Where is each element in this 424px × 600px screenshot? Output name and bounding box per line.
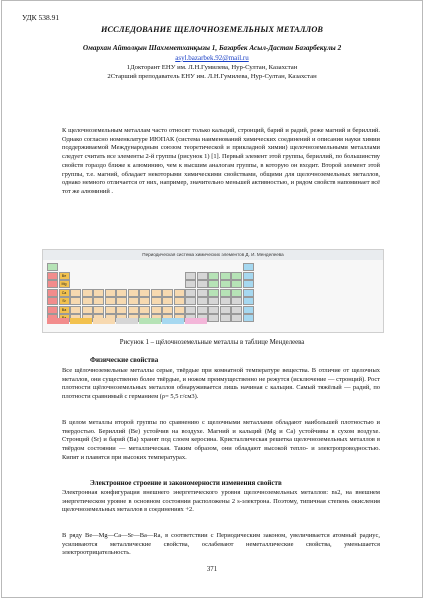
element-cell xyxy=(243,289,254,297)
element-cell xyxy=(47,263,58,271)
element-cell xyxy=(162,306,173,314)
element-cell xyxy=(47,280,58,288)
legend-swatch xyxy=(116,318,138,324)
element-cell xyxy=(174,289,185,297)
authors-line: Омархан Айтолқын Шахмметханқызы 1, Базарбек Асыл-Дастан Базарбекұлы 2 xyxy=(82,44,342,52)
legend-swatch xyxy=(162,318,184,324)
element-cell xyxy=(47,289,58,297)
element-cell xyxy=(128,306,139,314)
author-email-link[interactable]: asyl.bazarbek.92@mail.ru xyxy=(175,54,249,62)
element-cell xyxy=(47,272,58,280)
element-cell xyxy=(220,272,231,280)
element-cell xyxy=(243,297,254,305)
element-cell xyxy=(105,289,116,297)
element-cell xyxy=(231,272,242,280)
element-cell xyxy=(70,289,81,297)
element-cell xyxy=(197,272,208,280)
element-cell xyxy=(208,280,219,288)
group2-element-cell: Ca xyxy=(59,289,70,297)
element-cell xyxy=(105,297,116,305)
element-cell xyxy=(208,272,219,280)
legend-swatch xyxy=(70,318,92,324)
element-cell xyxy=(220,314,231,322)
element-cell xyxy=(151,306,162,314)
legend-swatch xyxy=(139,318,161,324)
group2-element-cell: Mg xyxy=(59,280,70,288)
figure-caption: Рисунок 1 – щёлочноземельные металлы в таблице Менделеева xyxy=(119,339,305,346)
affiliation-2: 2Старший преподаватель ЕНУ им. Л.Н.Гумилева, Нур-Султан, Казахстан xyxy=(107,73,317,80)
element-cell xyxy=(231,297,242,305)
legend-swatch xyxy=(93,318,115,324)
element-cell xyxy=(82,297,93,305)
electron-paragraph-1: Электронная конфигурация внешнего энергетического уровня щелочноземельных металлов: ns2, на внешнем энергетическом уровне в основном состоянии расположены 2 s-электрона. Поэтому, типичная степень окисления щелочноземельных металлов в соединениях +2. xyxy=(62,489,380,514)
periodic-table-title: Периодическая система химических элементов Д. И. Менделеева xyxy=(43,250,383,260)
element-cell xyxy=(70,306,81,314)
element-cell xyxy=(128,289,139,297)
group2-element-cell: Ba xyxy=(59,306,70,314)
element-cell xyxy=(220,297,231,305)
element-cell xyxy=(70,297,81,305)
element-cell xyxy=(208,297,219,305)
element-cell xyxy=(231,280,242,288)
element-cell xyxy=(116,289,127,297)
paper-title: ИССЛЕДОВАНИЕ ЩЕЛОЧНОЗЕМЕЛЬНЫХ МЕТАЛЛОВ xyxy=(100,25,324,34)
element-cell xyxy=(243,280,254,288)
element-cell xyxy=(139,289,150,297)
element-cell xyxy=(220,280,231,288)
element-cell xyxy=(185,306,196,314)
element-cell xyxy=(162,289,173,297)
group2-element-cell: Sr xyxy=(59,297,70,305)
element-cell xyxy=(151,289,162,297)
element-cell xyxy=(197,280,208,288)
element-cell xyxy=(231,289,242,297)
element-cell xyxy=(93,297,104,305)
element-cell xyxy=(151,297,162,305)
element-cell xyxy=(208,289,219,297)
paper-page xyxy=(1,0,423,598)
periodic-table-figure xyxy=(42,249,384,333)
element-cell xyxy=(174,306,185,314)
element-cell xyxy=(82,289,93,297)
element-cell xyxy=(197,289,208,297)
element-cell xyxy=(208,306,219,314)
element-cell xyxy=(185,272,196,280)
element-cell xyxy=(231,306,242,314)
element-cell xyxy=(220,306,231,314)
element-cell xyxy=(116,297,127,305)
element-cell xyxy=(185,297,196,305)
element-cell xyxy=(174,297,185,305)
element-cell xyxy=(82,306,93,314)
element-cell xyxy=(208,314,219,322)
element-cell xyxy=(139,297,150,305)
udk-code: УДК 538.91 xyxy=(22,13,60,22)
element-cell xyxy=(220,289,231,297)
element-cell xyxy=(231,314,242,322)
element-cell xyxy=(197,306,208,314)
element-cell xyxy=(116,306,127,314)
element-cell xyxy=(243,263,254,271)
element-cell xyxy=(139,306,150,314)
electron-paragraph-2: В ряду Be—Mg—Ca—Sr—Ba—Ra, в соответствии с Периодическим законом, увеличивается атомный радиус, усиливаются металлические свойства, ослабевают неметаллические свойства, уменьшается электроотрицательность. xyxy=(62,532,380,557)
group2-element-cell: Be xyxy=(59,272,70,280)
element-cell xyxy=(47,306,58,314)
physical-paragraph-1: Все щёлочноземельные металлы серые, твёрдые при комнатной температуре вещества. В отличие от щелочных металлов, они существенно более твёрдые, и ножом преимущественно не режутся (исключение — стронций). Рост плотности щёлочноземельных металлов обнаруживается лишь начиная с кальция. Самый тяжёлый — радий, по плотности сравнимый с германием (ρ= 5,5 г/см3). xyxy=(62,367,380,401)
element-cell xyxy=(243,272,254,280)
legend-swatch xyxy=(47,318,69,324)
section-heading-physical: Физические свойства xyxy=(90,356,159,364)
element-cell xyxy=(128,297,139,305)
element-cell xyxy=(185,289,196,297)
intro-paragraph: К щелочноземельным металлам часто относят только кальций, стронций, барий и радий, реже магний и бериллий. Однако согласно номенклатуре ИЮПАК (система наименований химических соединений и описания науки химии поддерживаемой Международным союзом теоретической и прикладной химии) щелочноземельными металлами следует считать все элементы 2-й группы (рисунок 1) [1]. Первый элемент этой группы, бериллий, по большинству свойств гораздо ближе к алюминию, чем к высшим аналогам группы, в которую он входит. Второй элемент этой группы, т.е. магний, обладает некоторыми химическими свойствами, общими для щелочноземельных металлов, однако немного отличается от них, например, значительно меньшей активностью, и рядом свойств напоминает всё тот же алюминий . xyxy=(62,127,380,195)
section-heading-electron: Электронное строение и закономерности изменения свойств xyxy=(90,479,282,487)
legend-swatch xyxy=(185,318,207,324)
element-cell xyxy=(93,306,104,314)
affiliation-1: 1Докторант ЕНУ им. Л.Н.Гумилева, Нур-Султан, Казахстан xyxy=(126,64,298,71)
element-cell xyxy=(185,280,196,288)
element-cell xyxy=(93,289,104,297)
element-cell xyxy=(243,314,254,322)
element-cell xyxy=(47,297,58,305)
element-cell xyxy=(197,297,208,305)
periodic-table-legend xyxy=(47,318,208,325)
page-number: 371 xyxy=(206,566,218,573)
element-cell xyxy=(243,306,254,314)
element-cell xyxy=(162,297,173,305)
element-cell xyxy=(105,306,116,314)
physical-paragraph-2: В целом металлы второй группы по сравнению с щелочными металлами обладают наибольшей плотностью и твердостью. Бериллий (Be) устойчив на воздухе. Магний и кальций (Mg и Ca) устойчивы в сухом воздухе. Стронций (Sr) и барий (Ba) хранят под слоем керосина. Кристаллическая решетка щелочноземельных металлов в твёрдом состоянии — металлическая. Таким образом, они обладают высокой тепло- и электропроводностью. Кипят и плавятся при высоких температурах. xyxy=(62,419,380,461)
